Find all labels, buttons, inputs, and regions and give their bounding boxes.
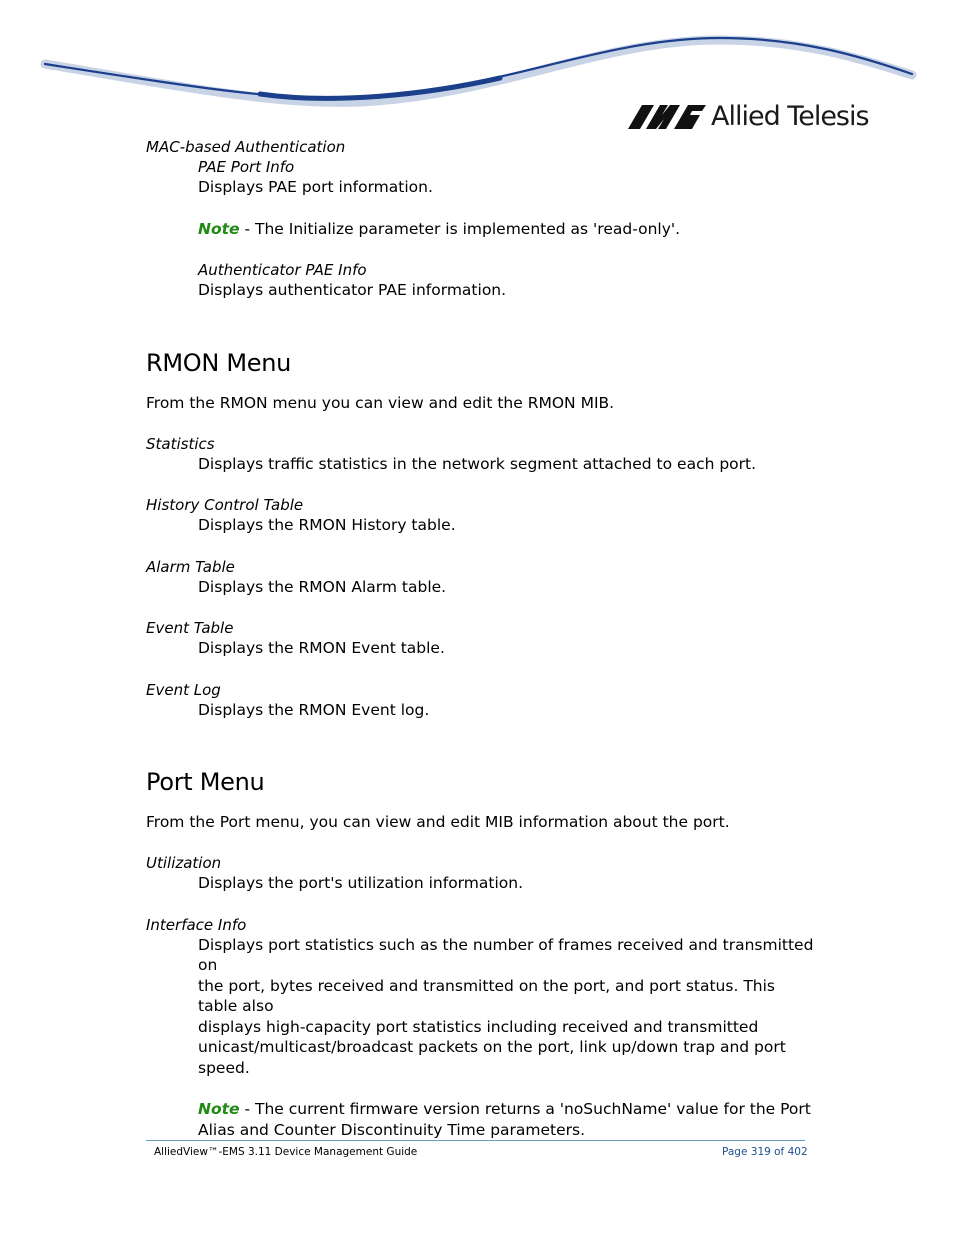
note-label: Note [198, 1100, 240, 1118]
term-authenticator-pae-info: Authenticator PAE Info [198, 261, 367, 279]
note-label: Note [198, 219, 240, 238]
desc-alarm-table: Displays the RMON Alarm table. [198, 577, 447, 596]
company-logo [628, 100, 869, 134]
desc-event-table: Displays the RMON Event table. [198, 639, 445, 657]
desc-interface-info-line-1: Displays port statistics such as the number of frames received and transmitted on [198, 935, 814, 974]
term-event-log: Event Log [146, 680, 221, 699]
section-heading-mac-auth: MAC-based Authentication [146, 138, 346, 156]
rmon-menu-title: RMON Menu [146, 348, 292, 377]
term-interface-info: Interface Info [146, 915, 247, 934]
footer-divider [146, 1140, 805, 1141]
desc-event-log: Displays the RMON Event log. [198, 700, 430, 719]
term-pae-port-info: PAE Port Info [198, 158, 295, 176]
port-menu-title: Port Menu [146, 768, 265, 796]
term-history-control-table: History Control Table [146, 496, 304, 514]
desc-utilization: Displays the port's utilization information. [198, 874, 523, 892]
note-nosuchname-line-1 [198, 1099, 816, 1120]
logo-text: Allied Telesis [711, 101, 869, 132]
note-initialize [198, 219, 816, 240]
page-content [146, 137, 816, 1140]
note-nosuchname-line-2: Alias and Counter Discontinuity Time parameters. [198, 1120, 586, 1139]
note-text: - The Initialize parameter is implemented as 'read-only'. [239, 219, 681, 238]
desc-history-control-table: Displays the RMON History table. [198, 516, 456, 534]
desc-statistics: Displays traffic statistics in the network segment attached to each port. [198, 454, 757, 473]
term-alarm-table: Alarm Table [146, 557, 235, 576]
desc-interface-info-line-2: the port, bytes received and transmitted on the port, and port status. This table also [198, 976, 775, 1015]
port-intro: From the Port menu, you can view and edit MIB information about the port. [146, 813, 730, 831]
term-utilization: Utilization [146, 854, 222, 872]
desc-pae-port-info: Displays PAE port information. [198, 178, 433, 196]
term-event-table: Event Table [146, 619, 234, 637]
desc-interface-info-line-3: displays high-capacity port statistics including received and transmitted [198, 1017, 759, 1036]
footer-document-title: AlliedView™-EMS 3.11 Device Management Guide [154, 1146, 418, 1158]
rmon-intro: From the RMON menu you can view and edit the RMON MIB. [146, 393, 615, 412]
term-statistics: Statistics [146, 434, 215, 453]
allied-telesis-logo-icon [628, 105, 706, 129]
note-text: - The current firmware version returns a 'noSuchName' value for the Port [239, 1100, 811, 1118]
footer-page-number: Page 319 of 402 [722, 1146, 808, 1158]
desc-authenticator-pae-info: Displays authenticator PAE information. [198, 281, 507, 299]
desc-interface-info-line-4: unicast/multicast/broadcast packets on the port, link up/down trap and port speed. [198, 1038, 786, 1077]
